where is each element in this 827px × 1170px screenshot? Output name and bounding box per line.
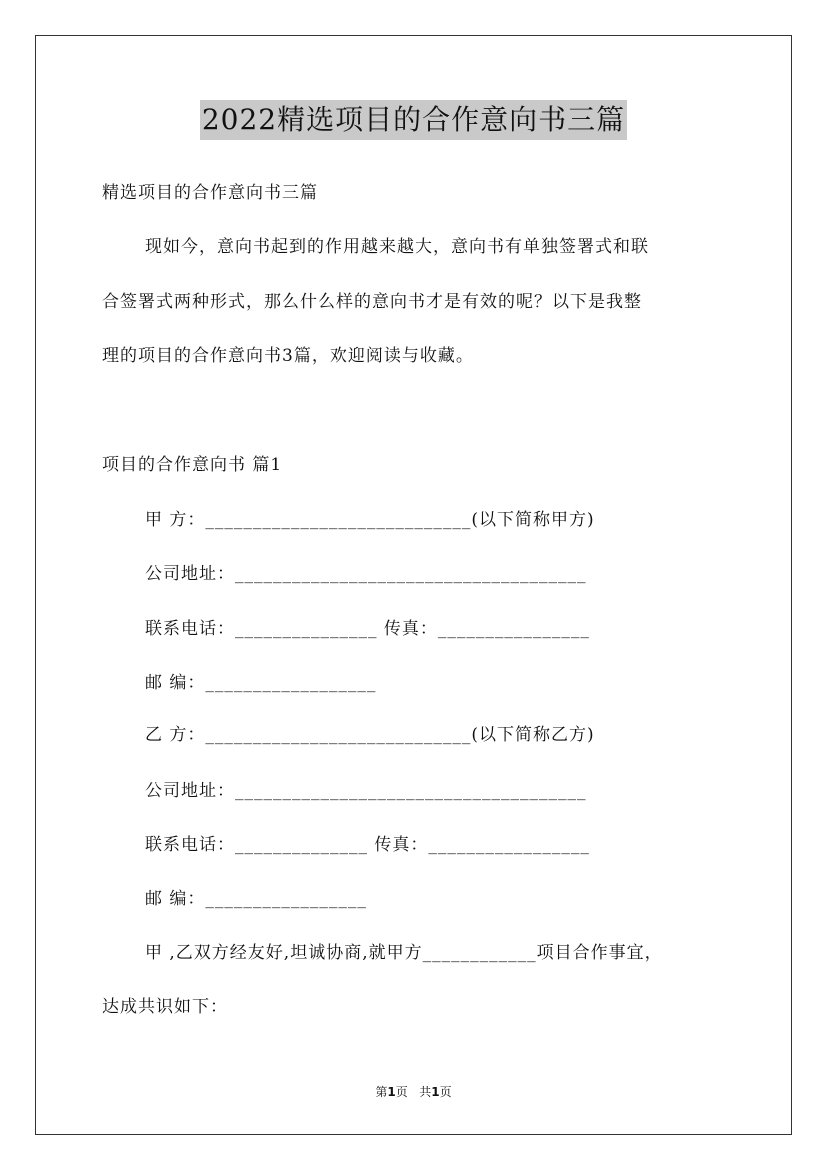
party-a-name-field: 甲 方：____________________________(以下简称甲方) <box>145 510 595 530</box>
page-footer <box>0 1083 827 1100</box>
party-a-postcode-field: 邮 编：__________________ <box>145 673 377 693</box>
intro-line-2: 合签署式两种形式，那么什么样的意向书才是有效的呢？以下是我整 <box>102 292 642 312</box>
page-suffix: 页 <box>395 1085 408 1099</box>
party-a-address-field: 公司地址：_____________________________________ <box>145 564 587 584</box>
page-prefix: 第 <box>375 1085 388 1099</box>
party-b-name-field: 乙 方：____________________________(以下简称乙方) <box>145 725 595 745</box>
agreement-line-1: 甲 ,乙双方经友好,坦诚协商,就甲方____________项目合作事宜， <box>145 943 663 963</box>
party-b-address-field: 公司地址：_____________________________________ <box>145 781 587 801</box>
total-pages: 1 <box>431 1085 440 1099</box>
total-prefix: 共 <box>419 1085 432 1099</box>
party-b-postcode-field: 邮 编：_________________ <box>145 889 367 909</box>
total-suffix: 页 <box>439 1085 452 1099</box>
subtitle: 精选项目的合作意向书三篇 <box>102 183 318 203</box>
agreement-line-2: 达成共识如下： <box>102 997 228 1017</box>
intro-line-1: 现如今，意向书起到的作用越来越大，意向书有单独签署式和联 <box>145 237 649 257</box>
title-wrap <box>0 100 827 140</box>
party-b-contact-field: 联系电话：______________ 传真：_________________ <box>145 835 590 855</box>
document-title: 2022精选项目的合作意向书三篇 <box>200 100 627 140</box>
party-a-contact-field: 联系电话：_______________ 传真：________________ <box>145 619 590 639</box>
page-number: 1 <box>387 1085 396 1099</box>
section-heading: 项目的合作意向书 篇1 <box>102 455 283 475</box>
intro-line-3: 理的项目的合作意向书3篇，欢迎阅读与收藏。 <box>102 346 474 366</box>
